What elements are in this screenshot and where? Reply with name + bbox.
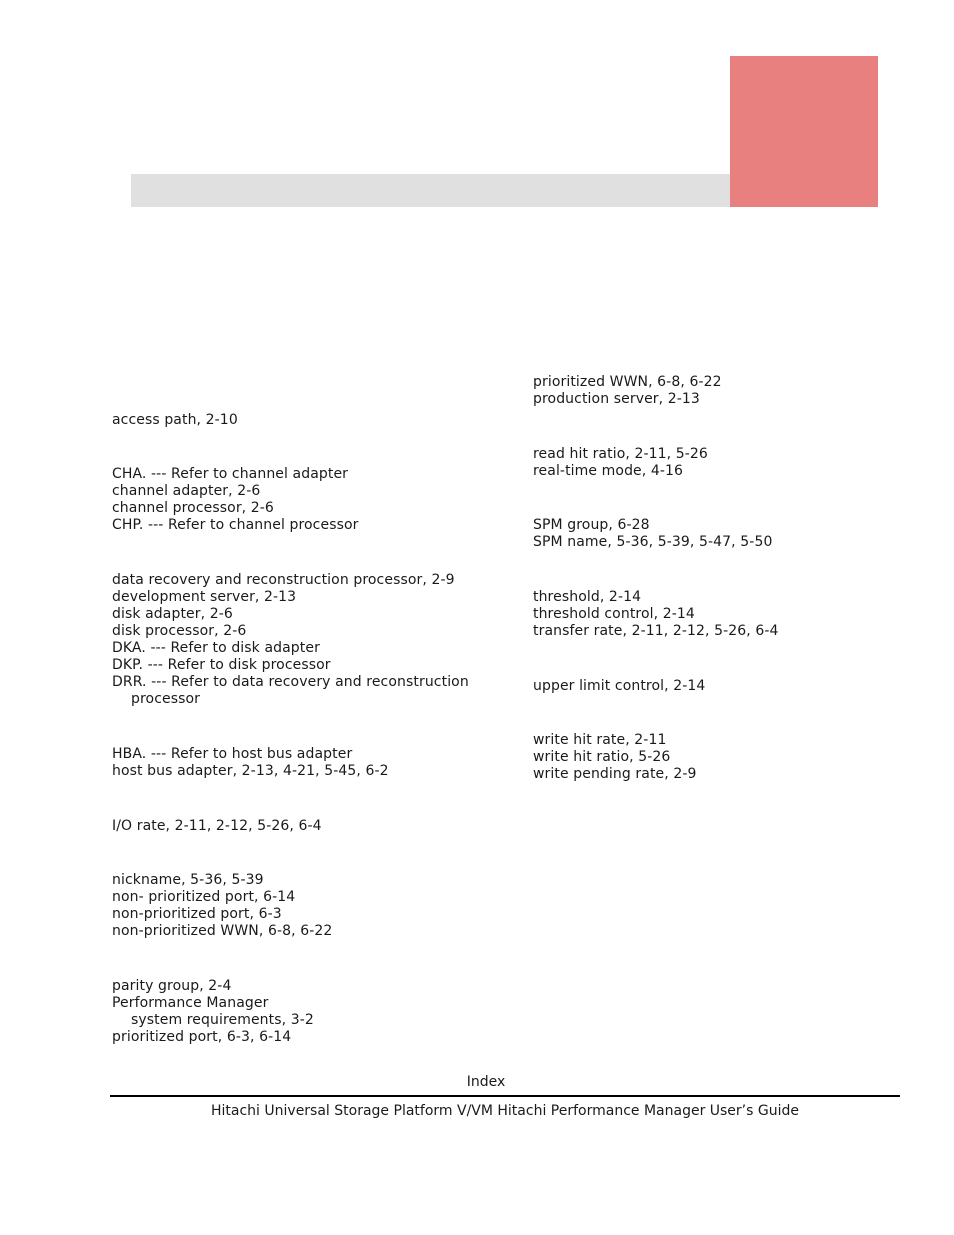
index-entry: channel adapter, 2-6 xyxy=(112,483,261,499)
index-subentry: system requirements, 3-2 xyxy=(131,1012,314,1028)
index-entry: I/O rate, 2-11, 2-12, 5-26, 6-4 xyxy=(112,818,322,834)
index-entry: host bus adapter, 2-13, 4-21, 5-45, 6-2 xyxy=(112,763,389,779)
chapter-tab xyxy=(730,56,878,207)
index-entry: write hit ratio, 5-26 xyxy=(533,749,671,765)
index-entry: development server, 2-13 xyxy=(112,589,297,605)
index-entry: SPM group, 6-28 xyxy=(533,517,650,533)
index-entry: DKP. --- Refer to disk processor xyxy=(112,657,331,673)
index-entry: prioritized WWN, 6-8, 6-22 xyxy=(533,374,722,390)
index-entry: real-time mode, 4-16 xyxy=(533,463,684,479)
index-entry: write pending rate, 2-9 xyxy=(533,766,697,782)
index-subentry: processor xyxy=(131,691,201,707)
index-entry: production server, 2-13 xyxy=(533,391,700,407)
index-entry: write hit rate, 2-11 xyxy=(533,732,667,748)
index-entry: data recovery and reconstruction processor, 2-9 xyxy=(112,572,455,588)
footer-section-text: Index xyxy=(466,1074,506,1090)
index-entry: non- prioritized port, 6-14 xyxy=(112,889,296,905)
index-entry: CHP. --- Refer to channel processor xyxy=(112,517,359,533)
index-entry: parity group, 2-4 xyxy=(112,978,232,994)
index-entry: threshold, 2-14 xyxy=(533,589,642,605)
index-entry: non-prioritized port, 6-3 xyxy=(112,906,282,922)
index-entry: disk adapter, 2-6 xyxy=(112,606,233,622)
index-entry: read hit ratio, 2-11, 5-26 xyxy=(533,446,708,462)
index-entry: Performance Manager xyxy=(112,995,269,1011)
index-entry: prioritized port, 6-3, 6-14 xyxy=(112,1029,292,1045)
index-entry: disk processor, 2-6 xyxy=(112,623,247,639)
footer-guide-title xyxy=(0,1103,954,1120)
header-band xyxy=(131,174,731,207)
index-entry: nickname, 5-36, 5-39 xyxy=(112,872,264,888)
index-entry: access path, 2-10 xyxy=(112,412,238,428)
index-entry: SPM name, 5-36, 5-39, 5-47, 5-50 xyxy=(533,534,773,550)
index-entry: non-prioritized WWN, 6-8, 6-22 xyxy=(112,923,333,939)
footer-section-label xyxy=(0,1074,954,1091)
index-entry: upper limit control, 2-14 xyxy=(533,678,706,694)
index-entry: channel processor, 2-6 xyxy=(112,500,274,516)
index-entry: threshold control, 2-14 xyxy=(533,606,695,622)
index-entry: transfer rate, 2-11, 2-12, 5-26, 6-4 xyxy=(533,623,779,639)
footer-guide-text: Hitachi Universal Storage Platform V/VM Hitachi Performance Manager User’s Guide xyxy=(211,1103,799,1119)
index-entry: DRR. --- Refer to data recovery and reconstruction xyxy=(112,674,469,690)
footer-rule xyxy=(110,1095,900,1097)
index-entry: HBA. --- Refer to host bus adapter xyxy=(112,746,353,762)
index-entry: DKA. --- Refer to disk adapter xyxy=(112,640,320,656)
index-entry: CHA. --- Refer to channel adapter xyxy=(112,466,349,482)
